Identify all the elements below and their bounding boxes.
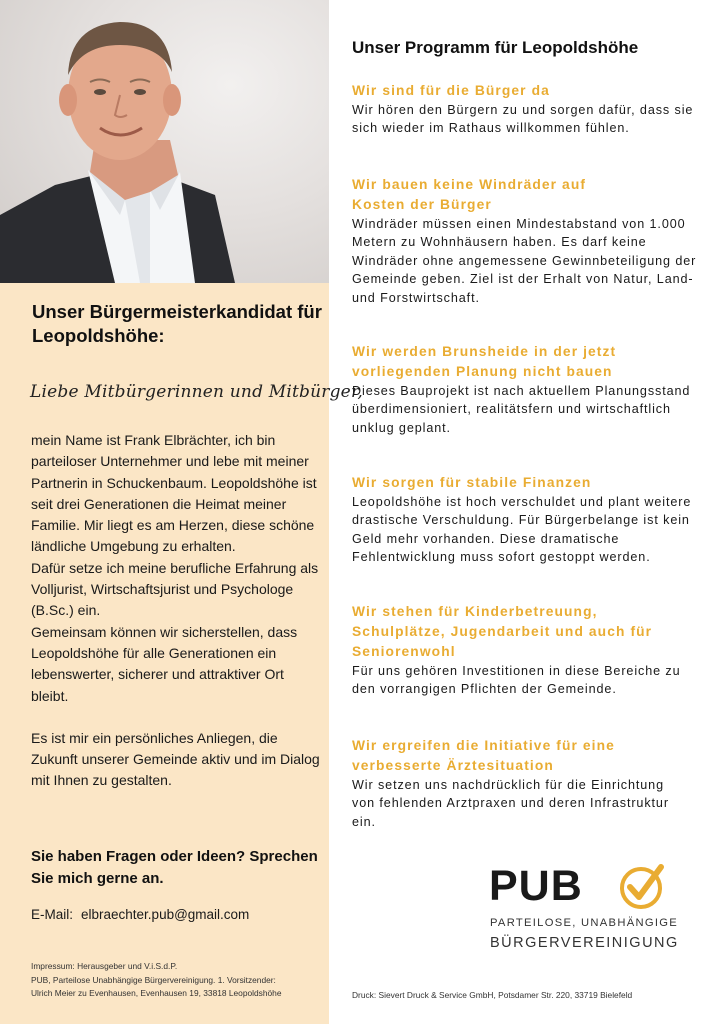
letter-paragraph: mein Name ist Frank Elbrächter, ich bin parteiloser Unternehmer und lebe mit meiner Partnerin in Schuckenbaum. Leopoldshöhe ist seit drei Generationen die Heimat meiner Familie. Mir liegt es am Herzen, diese schöne ländliche Umgebung zu erhalten. — [31, 432, 317, 555]
impressum — [31, 960, 326, 1001]
program-title: Unser Programm für Leopoldshöhe — [352, 38, 639, 57]
impressum-line: Impressum: Herausgeber und V.i.S.d.P. — [31, 961, 178, 971]
section-heading: Wir stehen für Kinderbetreuung, Schulplätze, Jugendarbeit und auch für Seniorenwohl — [352, 604, 653, 659]
candidate-photo — [0, 0, 329, 283]
letter-paragraph: Es ist mir ein persönliches Anliegen, die Zukunft unserer Gemeinde aktiv und im Dialog mit Ihnen zu gestalten. — [31, 729, 320, 789]
section-text: Wir hören den Bürgern zu und sorgen dafür, dass sie sich wieder im Rathaus willkommen fühlen. — [352, 103, 694, 136]
letter-paragraph: Gemeinsam können wir sicherstellen, dass Leopoldshöhe für alle Generationen ein lebenswerter, sicherer und attraktiver Ort bleibt. — [31, 623, 298, 704]
program-section — [352, 473, 697, 567]
program-section — [352, 736, 697, 831]
logo-subtitle-2: BÜRGERVEREINIGUNG — [490, 935, 679, 951]
program-section — [352, 81, 697, 138]
program-section — [352, 342, 697, 437]
impressum-line: PUB, Parteilose Unabhängige Bürgervereinigung. 1. Vorsitzender: — [31, 974, 276, 985]
section-heading: Wir sorgen für stabile Finanzen — [352, 475, 592, 490]
impressum-line: Ulrich Meier zu Evenhausen, Evenhausen 19, 33818 Leopoldshöhe — [31, 988, 282, 998]
section-text: Für uns gehören Investitionen in diese Bereiche zu den vorrangigen Pflichten der Gemeinde. — [352, 664, 681, 697]
program-section — [352, 602, 697, 699]
email-address[interactable]: elbraechter.pub@gmail.com — [81, 907, 250, 922]
section-heading: Wir sind für die Bürger da — [352, 83, 550, 98]
letter-paragraph: Dafür setze ich meine berufliche Erfahrung als Volljurist, Wirtschaftsjurist und Psychologe (B.Sc.) ein. — [31, 559, 319, 619]
section-text: Wir setzen uns nachdrücklich für die Einrichtung von fehlenden Arztpraxen und deren Infrastruktur ein. — [352, 778, 669, 829]
checkmark-icon — [617, 862, 667, 912]
candidate-title: Unser Bürgermeisterkandidat für Leopoldshöhe: — [32, 301, 322, 346]
portrait-illustration — [0, 0, 329, 283]
section-heading: Wir werden Brunsheide in der jetzt vorliegenden Planung nicht bauen — [352, 344, 617, 379]
pub-logo — [489, 860, 679, 960]
candidate-letter — [31, 430, 321, 792]
print-credit: Druck: Sievert Druck & Service GmbH, Potsdamer Str. 220, 33719 Bielefeld — [352, 990, 633, 1000]
logo-wordmark: PUB — [489, 862, 583, 910]
section-heading: Wir bauen keine Windräder auf Kosten der Bürger — [352, 177, 587, 212]
section-text: Leopoldshöhe ist hoch verschuldet und plant weitere drastische Verschuldung. Für Bürgerbelange ist kein Geld mehr vorhanden. Diese dramatische Fehlentwicklung muss sofort gestoppt werden. — [352, 495, 692, 565]
section-heading: Wir ergreifen die Initiative für eine verbesserte Ärztesituation — [352, 738, 615, 773]
program-section — [352, 175, 697, 307]
section-text: Dieses Bauprojekt ist nach aktuellem Planungsstand überdimensioniert, realitätsfern und wirtschaftlich unklug geplant. — [352, 384, 691, 435]
questions-callout: Sie haben Fragen oder Ideen? Sprechen Sie mich gerne an. — [31, 848, 318, 887]
greeting: Liebe Mitbürgerinnen und Mitbürger, — [30, 382, 364, 402]
section-text: Windräder müssen einen Mindestabstand von 1.000 Metern zu Wohnhäusern haben. Es darf keine Windräder ohne angemessene Gewinnbeteiligung der Gemeinde geben. Ziel ist der Erhalt von Natur, Land- und Forstwirtschaft. — [352, 217, 697, 305]
logo-subtitle-1: PARTEILOSE, UNABHÄNGIGE — [490, 917, 679, 929]
email-line — [31, 907, 249, 922]
email-label: E-Mail: — [31, 907, 74, 922]
